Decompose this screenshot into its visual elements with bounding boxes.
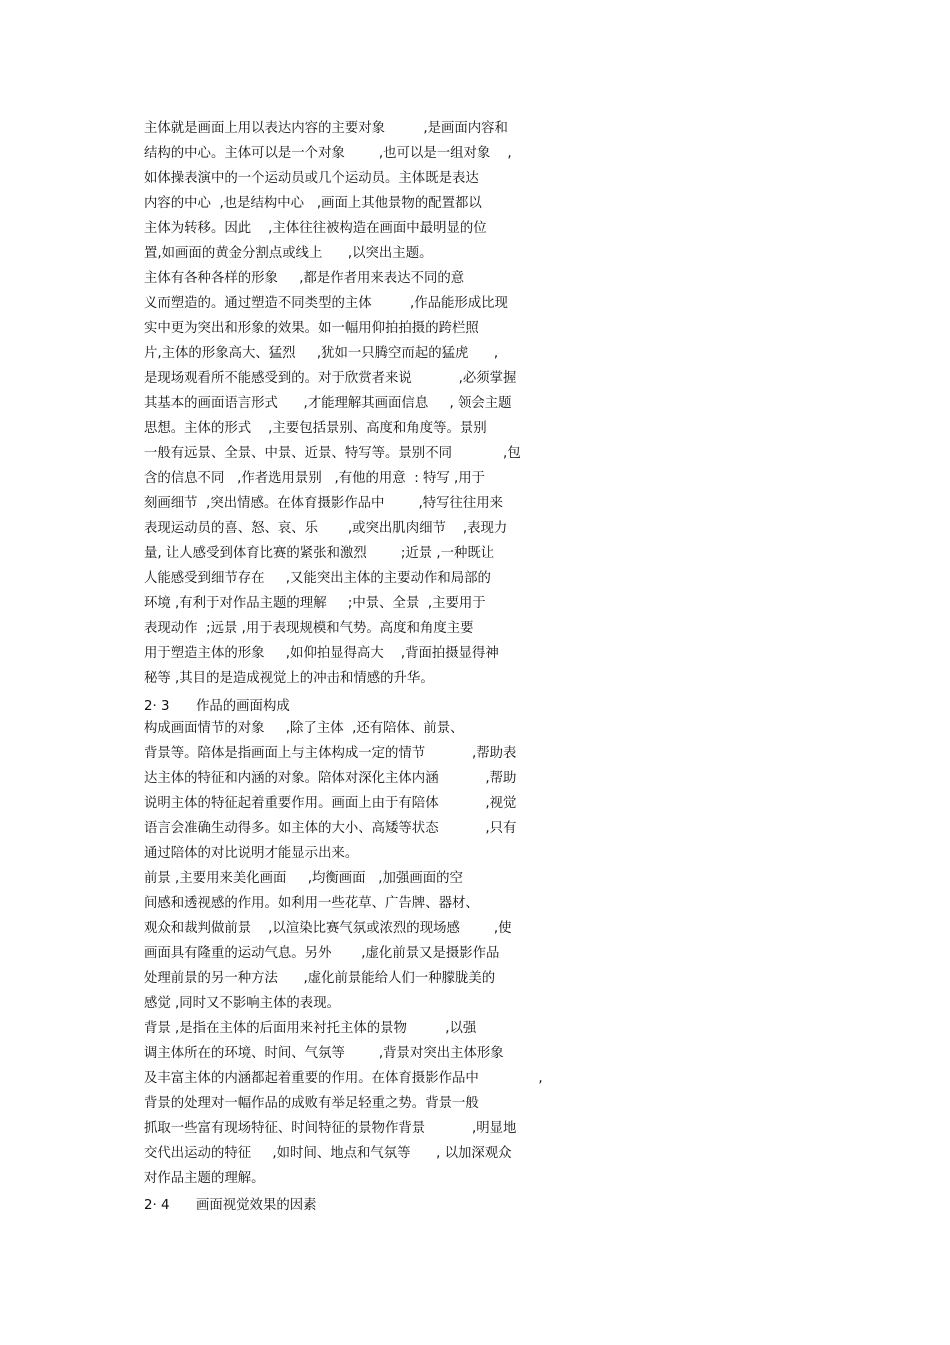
section-number: 2· 3	[144, 699, 170, 714]
paragraph-line: 内容的中心 ,也是结构中心 ,画面上其他景物的配置都以	[144, 196, 482, 211]
paragraph-line: 语言会准确生动得多。如主体的大小、高矮等状态 ,只有	[144, 821, 517, 836]
paragraph-line: 及丰富主体的内涵都起着重要的作用。在体育摄影作品中 ,	[144, 1071, 543, 1086]
paragraph-line: 达主体的特征和内涵的对象。陪体对深化主体内涵 ,帮助	[144, 771, 517, 786]
paragraph-line: 其基本的画面语言形式 ,才能理解其画面信息 , 领会主题	[144, 396, 512, 411]
paragraph-line: 观众和裁判做前景 ,以渲染比赛气氛或浓烈的现场感 ,使	[144, 921, 512, 936]
paragraph-line: 义而塑造的。通过塑造不同类型的主体 ,作品能形成比现	[144, 296, 508, 311]
section-heading	[144, 1198, 317, 1214]
paragraph-line: 处理前景的另一种方法 ,虚化前景能给人们一种朦胧美的	[144, 971, 496, 986]
paragraph-line: 调主体所在的环境、时间、气氛等 ,背景对突出主体形象	[144, 1046, 504, 1061]
paragraph-line: 构成画面情节的对象 ,除了主体 ,还有陪体、前景、	[144, 721, 464, 736]
paragraph-line: 表现运动员的喜、怒、哀、乐 ,或突出肌肉细节 ,表现力	[144, 521, 508, 536]
paragraph-line: 间感和透视感的作用。如利用一些花草、广告牌、器材、	[144, 896, 479, 911]
paragraph-line: 含的信息不同 ,作者选用景别 ,有他的用意 : 特写 ,用于	[144, 471, 486, 486]
paragraph-line: 一般有远景、全景、中景、近景、特写等。景别不同 ,包	[144, 446, 521, 461]
section-title: 画面视觉效果的因素	[196, 1198, 317, 1213]
paragraph-line: 表现动作 ;远景 ,用于表现规模和气势。高度和角度主要	[144, 621, 474, 636]
paragraph-line: 如体操表演中的一个运动员或几个运动员。主体既是表达	[144, 171, 479, 186]
paragraph-line: 片,主体的形象高大、猛烈 ,犹如一只腾空而起的猛虎 ,	[144, 346, 499, 361]
paragraph-line: 主体为转移。因此 ,主体往往被构造在画面中最明显的位	[144, 221, 487, 236]
paragraph-line: 对作品主题的理解。	[144, 1171, 265, 1186]
section-number: 2· 4	[144, 1198, 170, 1213]
paragraph-line: 画面具有隆重的运动气息。另外 ,虚化前景又是摄影作品	[144, 946, 500, 961]
paragraph-line: 背景等。陪体是指画面上与主体构成一定的情节 ,帮助表	[144, 746, 517, 761]
paragraph-line: 说明主体的特征起着重要作用。画面上由于有陪体 ,视觉	[144, 796, 517, 811]
paragraph-line: 背景 ,是指在主体的后面用来衬托主体的景物 ,以强	[144, 1021, 477, 1036]
paragraph-line: 环境 ,有利于对作品主题的理解 ;中景、全景 ,主要用于	[144, 596, 486, 611]
paragraph-line: 用于塑造主体的形象 ,如仰拍显得高大 ,背面拍摄显得神	[144, 646, 499, 661]
paragraph-line: 思想。主体的形式 ,主要包括景别、高度和角度等。景别	[144, 421, 487, 436]
paragraph-line: 交代出运动的特征 ,如时间、地点和气氛等 , 以加深观众	[144, 1146, 512, 1161]
paragraph-line: 置,如画面的黄金分割点或线上 ,以突出主题。	[144, 246, 433, 261]
paragraph-line: 抓取一些富有现场特征、时间特征的景物作背景 ,明显地	[144, 1121, 517, 1136]
paragraph-line: 主体就是画面上用以表达内容的主要对象 ,是画面内容和	[144, 121, 508, 136]
paragraph-line: 量, 让人感受到体育比赛的紧张和激烈 ;近景 ,一种既让	[144, 546, 495, 561]
paragraph-line: 感觉 ,同时又不影响主体的表现。	[144, 996, 340, 1011]
paragraph-line: 刻画细节 ,突出情感。在体育摄影作品中 ,特写往往用来	[144, 496, 504, 511]
paragraph-line: 结构的中心。主体可以是一个对象 ,也可以是一组对象 ,	[144, 146, 512, 161]
paragraph-line: 秘等 ,其目的是造成视觉上的冲击和情感的升华。	[144, 671, 434, 686]
paragraph-line: 背景的处理对一幅作品的成败有举足轻重之势。背景一般	[144, 1096, 479, 1111]
paragraph-line: 前景 ,主要用来美化画面 ,均衡画面 ,加强画面的空	[144, 871, 463, 886]
section-heading	[144, 699, 290, 715]
paragraph-line: 主体有各种各样的形象 ,都是作者用来表达不同的意	[144, 271, 465, 286]
paragraph-line: 人能感受到细节存在 ,又能突出主体的主要动作和局部的	[144, 571, 491, 586]
paragraph-line: 实中更为突出和形象的效果。如一幅用仰拍拍摄的跨栏照	[144, 321, 479, 336]
paragraph-line: 通过陪体的对比说明才能显示出来。	[144, 846, 359, 861]
paragraph-line: 是现场观看所不能感受到的。对于欣赏者来说 ,必须掌握	[144, 371, 517, 386]
section-title: 作品的画面构成	[196, 699, 290, 714]
